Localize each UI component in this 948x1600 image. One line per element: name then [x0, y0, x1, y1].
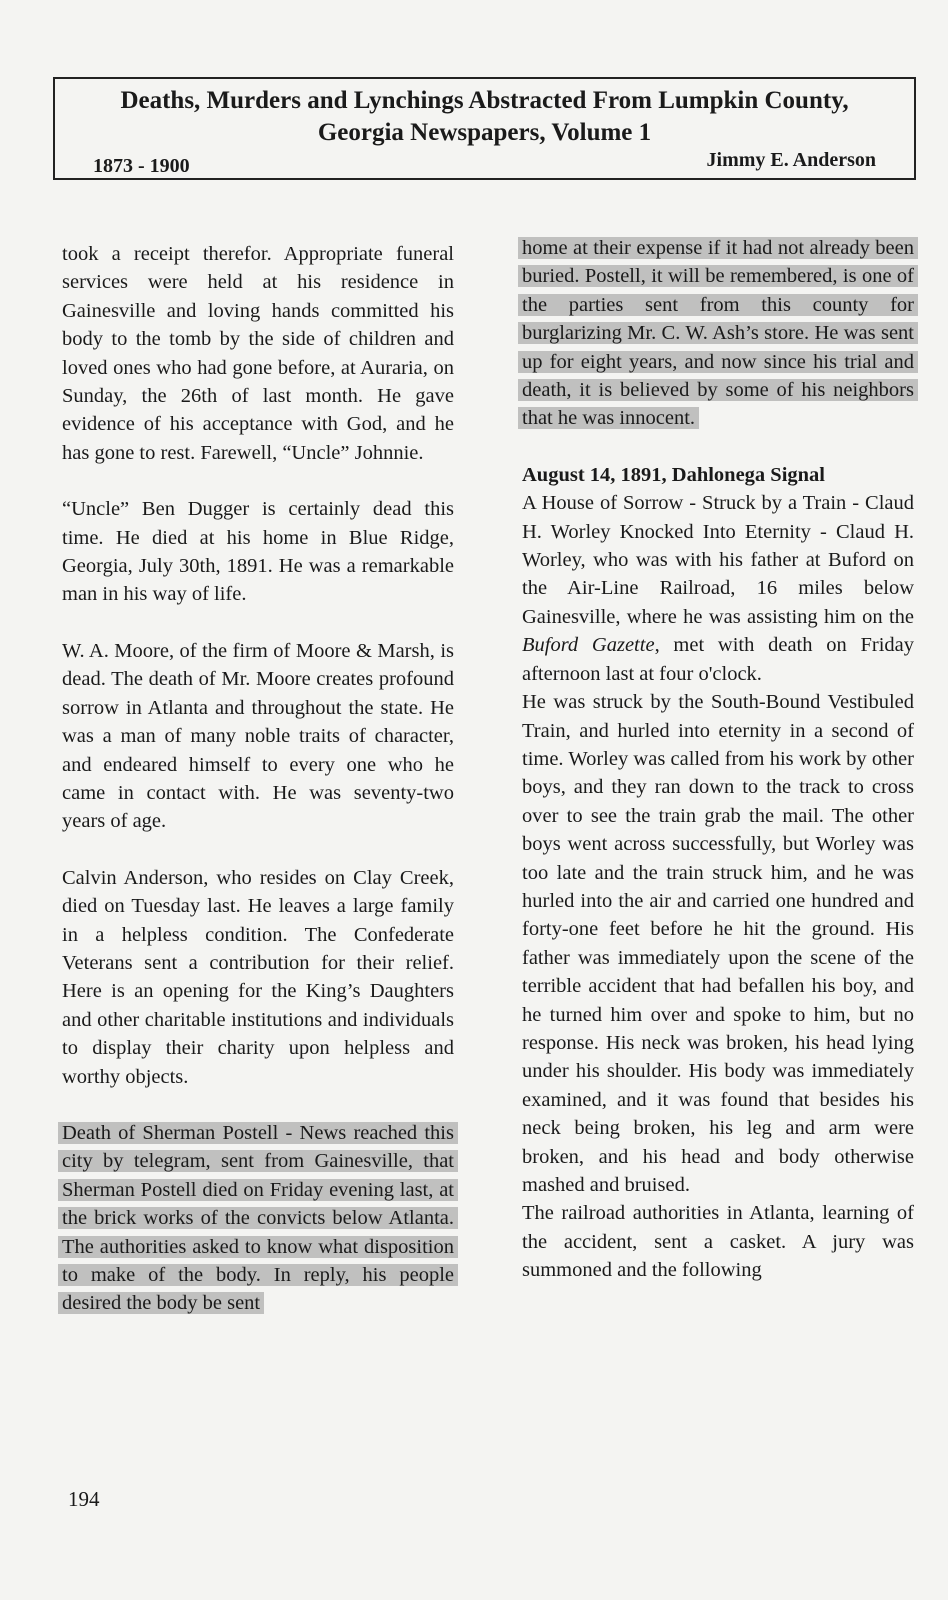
- paragraph-worley-accident: He was struck by the South-Bound Vestibuled Train, and hurled into eternity in a second of time. Worley was called from his work by other boys, and they ran down to the track to cross over to see the train grab the mail. The other boys went across successfully, but Worley was too late and the train struck him, and he was hurled into the air and carried one hundred and forty-one feet before he hit the ground. His father was immediately upon the scene of the terrible accident that had befallen his boy, and he turned him over and spoke to him, but no response. His neck was broken, his head lying under his shoulder. His body was immediately examined, and it was found that besides his neck being broken, his leg and arm were broken, and his head and body otherwise mashed and bruised.: [522, 691, 914, 1196]
- paragraph-wa-moore: W. A. Moore, of the firm of Moore & Marsh, is dead. The death of Mr. Moore creates profound sorrow in Atlanta and throughout the state. He was a man of many noble traits of character, and endeared himself to every one who he came in contact with. He was seventy-two years of age.: [62, 639, 454, 833]
- paragraph-ben-dugger: “Uncle” Ben Dugger is certainly dead this time. He died at his home in Blue Ridge, Georgia, July 30th, 1891. He was a remarkable man in his way of life.: [62, 498, 454, 606]
- paragraph-calvin-anderson: Calvin Anderson, who resides on Clay Creek, died on Tuesday last. He leaves a large family in a helpless condition. The Confederate Veterans sent a contribution for their relief. Here is an opening for the King’s Daughters and other charitable institutions and individuals to display their charity upon helpless and worthy objects.: [62, 866, 454, 1088]
- paragraph-postell-continued: [522, 234, 914, 433]
- paragraph-worley-headline: A House of Sorrow - Struck by a Train - Claud H. Worley Knocked Into Eternity - Claud H. Worley, who was with his father at Buford on the Air-Line Railroad, 16 miles below Gainesville, where he was assisting him on the Buford Gazette, met with death on Friday afternoon last at four o'clock.: [522, 492, 914, 685]
- title-box: [53, 77, 916, 180]
- title-line-2: Georgia Newspapers, Volume 1: [317, 119, 652, 146]
- paragraph-uncle-johnnie: took a receipt therefor. Appropriate funeral services were held at his residence in Gainesville and loving hands committed his body to the tomb by the side of children and loved ones who had gone before, at Auraria, on Sunday, the 26th of last month. He gave evidence of his acceptance with God, and he has gone to rest. Farewell, “Uncle” Johnnie.: [62, 243, 454, 464]
- highlighted-text: home at their expense if it had not already been buried. Postell, it will be remembered, is one of the parties sent from this county for burglarizing Mr. C. W. Ash’s store. He was sent up for eight years, and now since his trial and death, it is believed by some of his neighbors that he was innocent.: [518, 237, 918, 429]
- page-number: 194: [68, 1487, 100, 1511]
- highlighted-text: Death of Sherman Postell - News reached this city by telegram, sent from Gainesville, that Sherman Postell died on Friday evening last, at the brick works of the convicts below Atlanta. The authorities asked to know what disposition to make of the body. In reply, his people desired the body be sent: [58, 1122, 458, 1314]
- left-column: [62, 240, 454, 1318]
- newspaper-name: Buford Gazette: [522, 634, 655, 657]
- author-name: Jimmy E. Anderson: [706, 149, 876, 171]
- paragraph-railroad-authorities: The railroad authorities in Atlanta, learning of the accident, sent a casket. A jury was summoned and the following: [522, 1202, 914, 1282]
- book-title: [55, 85, 914, 149]
- title-line-1: Deaths, Murders and Lynchings Abstracted From Lumpkin County,: [120, 87, 849, 114]
- paragraph-sherman-postell: [62, 1119, 454, 1318]
- year-range: 1873 - 1900: [93, 155, 190, 177]
- dateline: August 14, 1891, Dahlonega Signal: [522, 463, 826, 486]
- right-column: [522, 234, 914, 1285]
